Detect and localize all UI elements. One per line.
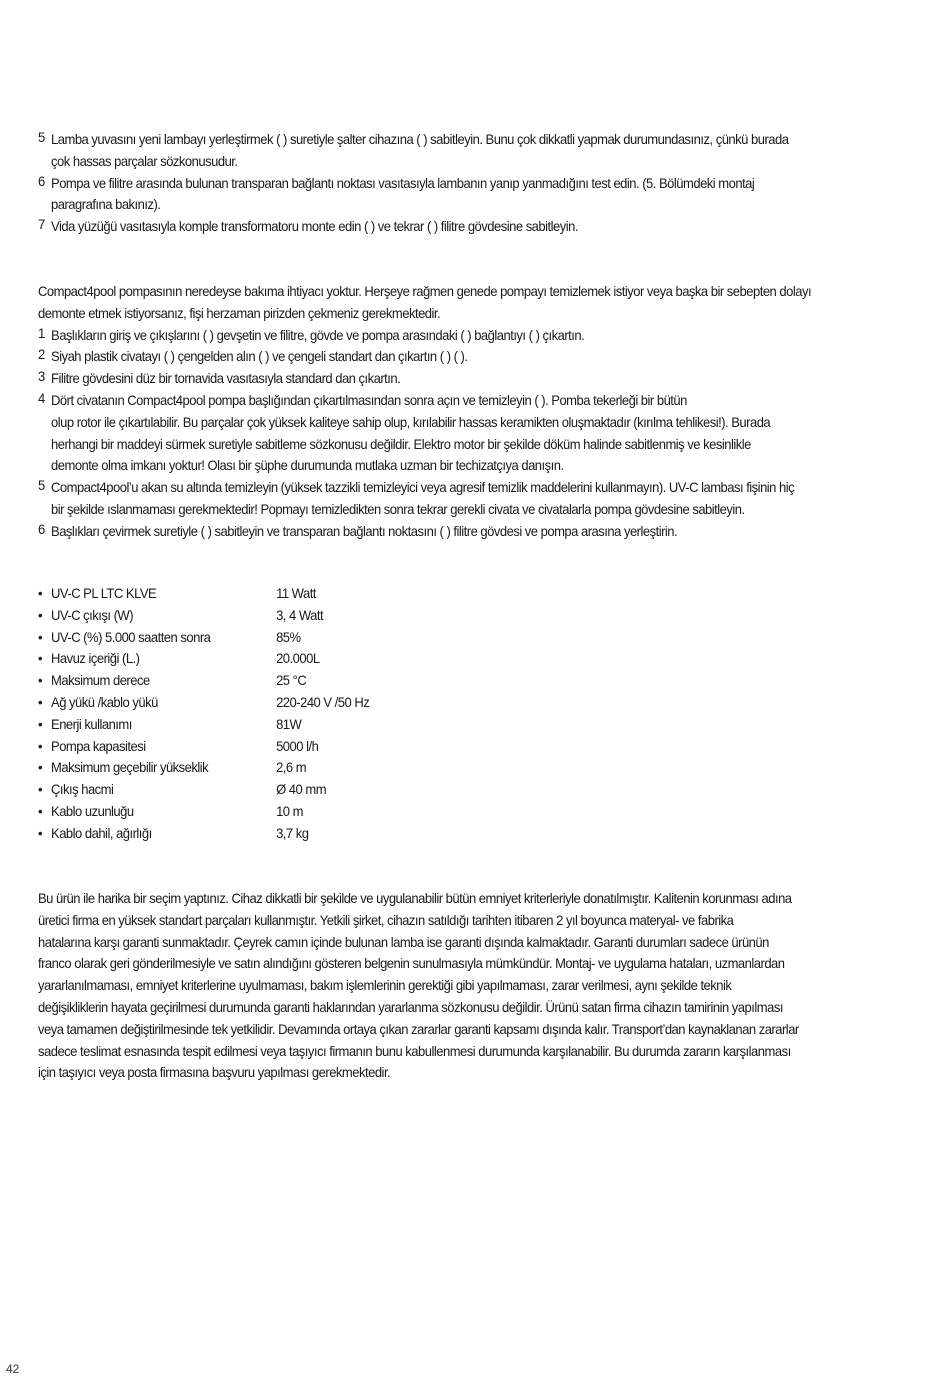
step-text-line: Dört civatanın Compact4pool pompa başlığından çıkartılmasından sonra açın ve temizleyin ( ). Pomba tekerleği bir bütün <box>51 391 687 408</box>
maintenance-step-5 <box>38 477 922 521</box>
step-number: 4 <box>38 389 45 406</box>
spec-label: UV-C PL LTC KLVE <box>51 585 157 601</box>
bullet: • <box>38 781 43 798</box>
spec-label: Pompa kapasitesi <box>51 737 146 754</box>
spec-value: 11 Watt <box>276 585 316 601</box>
step-number: 7 <box>38 216 45 233</box>
spec-value: 85% <box>276 628 301 645</box>
spec-label: Ağ yükü /kablo yükü <box>51 693 158 710</box>
spec-label: Maksimum derece <box>51 672 150 689</box>
maintenance-step-4 <box>38 390 922 477</box>
spec-label: Kablo uzunluğu <box>51 802 134 819</box>
warranty-line: yararlanılmaması, emniyet kriterlerine uyulmaması, bakım işlemlerinin gerektiği gibi yapılmaması, zarar verilmesi, aynı şekilde teknik <box>38 977 732 994</box>
warranty-line: veya tamamen değiştirilmesinde tek yetkilidir. Devamında ortaya çıkan zararlar garanti kapsamı dışında kalır. Transport’dan kaynaklanan zararlar <box>38 1020 799 1037</box>
step-number: 3 <box>38 368 45 385</box>
step-number: 5 <box>38 477 45 494</box>
spec-row <box>38 779 922 801</box>
warranty-paragraph <box>38 888 922 1084</box>
spec-row <box>38 627 922 649</box>
bullet: • <box>38 628 43 645</box>
lamp-step-6 <box>38 173 922 217</box>
step-text-line: paragrafına bakınız). <box>51 196 161 213</box>
step-text-line: Siyah plastik civatayı ( ) çengelden alın ( ) ve çengeli standart dan çıkartın ( ) ( ). <box>51 348 468 365</box>
bullet: • <box>38 650 43 667</box>
spec-row <box>38 605 922 627</box>
spec-label: UV-C (%) 5.000 saatten sonra <box>51 628 211 645</box>
bullet: • <box>38 737 43 754</box>
spec-label: Çıkış hacmi <box>51 781 114 798</box>
step-number: 6 <box>38 520 45 537</box>
spec-value: 81W <box>276 715 302 732</box>
bullet: • <box>38 693 43 710</box>
maintenance-step-3 <box>38 368 922 390</box>
spec-value: 3,7 kg <box>276 824 309 841</box>
warranty-line: franco olarak geri gönderilmesiyle ve satın alındığını gösteren belgenin sunulmasıyla mümkündür. Montaj- ve uygulama hataları, uzmanlardan <box>38 955 785 972</box>
spec-row <box>38 670 922 692</box>
maintenance-step-6 <box>38 521 922 543</box>
step-text-line: Pompa ve filitre arasında bulunan transparan bağlantı noktası vasıtasıyla lambanın yanıp yanmadığını test edin. (5. Bölümdeki montaj <box>51 174 755 191</box>
spec-label: Kablo dahil, ağırlığı <box>51 824 152 841</box>
step-text-line: Compact4pool’u akan su altında temizleyin (yüksek tazzikli temizleyici veya agresif temizlik maddelerini kullanmayın). UV-C lambası fişinin hiç <box>51 479 795 496</box>
warranty-line: için taşıyıcı veya posta firmasına başvuru yapılması gerekmektedir. <box>38 1064 391 1081</box>
bullet: • <box>38 759 43 776</box>
spec-value: 220-240 V /50 Hz <box>276 693 370 710</box>
spec-label: Enerji kullanımı <box>51 715 132 732</box>
spec-row <box>38 801 922 823</box>
step-text-line: bir şekilde ıslanmaması gerekmektedir! Popmayı temizledikten sonra tekrar gerekli civata ve civatalarla pompa gövdesine sabitleyin. <box>51 500 745 517</box>
maintenance-step-2 <box>38 346 922 368</box>
spec-row <box>38 736 922 758</box>
spec-label: UV-C çıkışı (W) <box>51 606 134 623</box>
warranty-line: sadece teslimat esnasında tespit edilmesi veya taşıyıcı firmanın bunu kabullenmesi durumunda karşılanabilir. Bu durumda zararın karşılanması <box>38 1042 791 1059</box>
step-text-line: demonte olma imkanı yoktur! Olası bir şüphe durumunda mutlaka uzman bir techizatçıya danışın. <box>51 457 564 474</box>
spec-value: 3, 4 Watt <box>276 606 324 623</box>
spec-label: Havuz içeriği (L.) <box>51 650 140 667</box>
warranty-line: değişikliklerin hayata geçirilmesi durumunda garanti haklarından yararlanma sözkonusu değildir. Ürünü satan firma cihazın tamirinin yapılması <box>38 998 783 1015</box>
bullet: • <box>38 672 43 689</box>
step-number: 5 <box>38 129 45 145</box>
maintenance-intro-line: Compact4pool pompasının neredeyse bakıma ihtiyacı yoktur. Herşeye rağmen genede pompayı temizlemek istiyor veya başka bir sebepten dolayı <box>38 283 812 299</box>
bullet: • <box>38 585 43 601</box>
step-text-line: herhangi bir maddeyi sürmek suretiyle sabitleme sözkonusu değildir. Elektro motor bir şekilde döküm halinde sabitlenmiş ve kesinlikle <box>51 435 751 452</box>
spec-row <box>38 757 922 779</box>
spec-value: 2,6 m <box>276 759 307 776</box>
warranty-line: üretici firma en yüksek standart parçaları kullanmıştır. Yetkili şirket, cihazın satıldığı tarihten itibaren 2 yıl boyunca materyal- ve fabrika <box>38 911 734 928</box>
maintenance-intro-line: demonte etmek istiyorsanız, fişi herzaman pirizden çekmeniz gerekmektedir. <box>38 304 441 321</box>
step-number: 6 <box>38 172 45 189</box>
bullet: • <box>38 824 43 841</box>
spec-value: 20.000L <box>276 650 320 667</box>
spec-row <box>38 648 922 670</box>
spec-row <box>38 823 922 845</box>
maintenance-step-1 <box>38 325 922 347</box>
lamp-step-7 <box>38 216 922 238</box>
spec-row <box>38 692 922 714</box>
bullet: • <box>38 802 43 819</box>
bullet: • <box>38 715 43 732</box>
step-text-line: Filitre gövdesini düz bir tornavida vasıtasıyla standard dan çıkartın. <box>51 370 401 387</box>
step-number: 2 <box>38 346 45 363</box>
spec-value: 5000 l/h <box>276 737 319 754</box>
bullet: • <box>38 606 43 623</box>
maintenance-section <box>38 281 922 543</box>
step-number: 1 <box>38 324 45 341</box>
page-number: 42 <box>6 1362 20 1376</box>
spec-value: 10 m <box>276 802 303 819</box>
step-text-line: Başlıkların giriş ve çıkışlarını ( ) gevşetin ve filitre, gövde ve pompa arasındaki ( ) bağlantıyı ( ) çıkartın. <box>51 326 585 343</box>
warranty-line: Bu ürün ile harika bir seçim yaptınız. Cihaz dikkatli bir şekilde ve uygulanabilir bütün emniyet kriterleriyle donatılmıştır. Kalitenin korunması adına <box>38 890 792 906</box>
spec-value: Ø 40 mm <box>276 781 327 798</box>
step-text-line: çok hassas parçalar sözkonusudur. <box>51 152 238 169</box>
step-text-line: Lamba yuvasını yeni lambayı yerleştirmek ( ) suretiyle şalter cihazına ( ) sabitleyin. Bunu çok dikkatli yapmak durumundasınız, çünkü burada <box>51 131 789 147</box>
spec-row <box>38 583 922 605</box>
step-text-line: olup rotor ile çıkartılabilir. Bu parçalar çok yüksek kaliteye sahip olup, kırılabilir hassas keramikten oluşmaktadır (kırılma tehlikesi!). Burada <box>51 413 771 430</box>
lamp-step-5 <box>38 129 922 173</box>
step-text-line: Vida yüzüğü vasıtasıyla komple transformatoru monte edin ( ) ve tekrar ( ) filitre gövdesine sabitleyin. <box>51 218 578 235</box>
spec-row <box>38 714 922 736</box>
spec-label: Maksimum geçebilir yükseklik <box>51 759 209 776</box>
step-text-line: Başlıkları çevirmek suretiyle ( ) sabitleyin ve transparan bağlantı noktasını ( ) filitre gövdesi ve pompa arasına yerleştirin. <box>51 522 678 539</box>
warranty-line: hatalarına karşı garanti sunmaktadır. Çeyrek camın içinde bulunan lamba ise garanti dışında kalmaktadır. Garanti durumları sadece ürünün <box>38 933 769 950</box>
lamp-steps-section <box>38 129 922 238</box>
specs-list <box>38 583 922 845</box>
spec-value: 25 °C <box>276 672 307 689</box>
